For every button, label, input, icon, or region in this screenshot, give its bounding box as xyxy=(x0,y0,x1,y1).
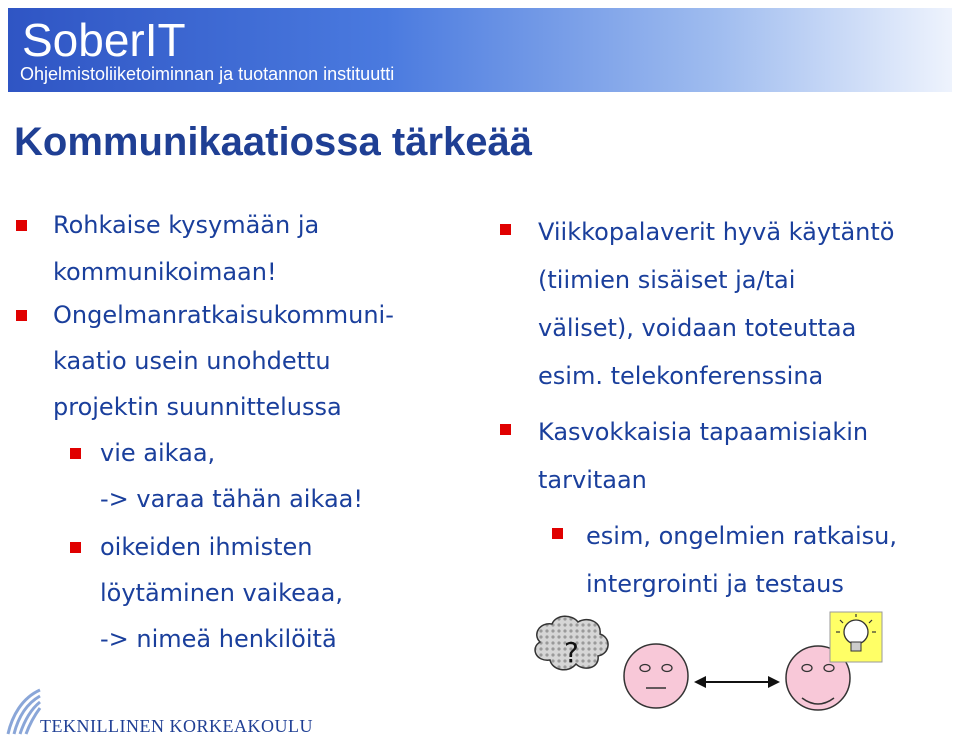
bullet-line: (tiimien sisäiset ja/tai xyxy=(538,266,796,294)
bullet-line: Ongelmanratkaisukommuni- xyxy=(53,301,394,329)
bullet-line: projektin suunnittelussa xyxy=(53,393,342,421)
brand-logo-text: SoberIT xyxy=(22,14,186,66)
institution-name: TEKNILLINEN KORKEAKOULU xyxy=(40,716,313,736)
bullet-line: esim. telekonferenssina xyxy=(538,362,824,390)
bullet-line: vie aikaa, xyxy=(100,439,216,467)
double-arrow-icon xyxy=(694,676,780,688)
bullet-line: oikeiden ihmisten xyxy=(100,533,313,561)
face-left-icon xyxy=(624,644,688,708)
collaboration-illustration xyxy=(520,604,900,736)
left-bullet-list xyxy=(12,202,472,662)
bullet-line: -> nimeä henkilöitä xyxy=(100,625,337,653)
bullet-item-face-to-face xyxy=(494,408,954,504)
bullet-line: Kasvokkaisia tapaamisiakin xyxy=(538,418,869,446)
bullet-line: kommunikoimaan! xyxy=(53,258,277,286)
subbullet-item-takes-time xyxy=(12,430,472,522)
bullet-square-icon xyxy=(16,310,27,321)
bullet-square-icon xyxy=(16,220,27,231)
bullet-item-problem-solving xyxy=(12,292,472,430)
bullet-line: väliset), voidaan toteuttaa xyxy=(538,314,857,342)
bullet-line: -> varaa tähän aikaa! xyxy=(100,485,363,513)
light-bulb-icon xyxy=(830,612,882,662)
bullet-square-icon xyxy=(500,224,511,235)
bullet-line: Rohkaise kysymään ja xyxy=(53,211,320,239)
right-bullet-list xyxy=(494,208,954,608)
bullet-line: esim, ongelmien ratkaisu, xyxy=(586,522,897,550)
subbullet-item-find-people xyxy=(12,524,472,662)
bullet-line: löytäminen vaikeaa, xyxy=(100,579,343,607)
header-banner xyxy=(8,8,952,92)
bullet-square-icon xyxy=(552,528,563,539)
subbullet-item-examples xyxy=(494,512,954,608)
bullet-line: kaatio usein unohdettu xyxy=(53,347,331,375)
bullet-item-encourage xyxy=(12,202,472,296)
bullet-square-icon xyxy=(500,424,511,435)
question-mark-text: ? xyxy=(564,636,579,669)
institute-subtitle: Ohjelmistoliiketoiminnan ja tuotannon instituutti xyxy=(20,64,395,84)
bullet-square-icon xyxy=(70,448,81,459)
bullet-item-weekly-meetings xyxy=(494,208,954,400)
bullet-line: Viikkopalaverit hyvä käytäntö xyxy=(538,218,895,246)
slide-title: Kommunikaatiossa tärkeää xyxy=(14,120,533,164)
university-logo-icon xyxy=(4,686,44,736)
bullet-line: intergrointi ja testaus xyxy=(586,570,844,598)
bullet-square-icon xyxy=(70,542,81,553)
bullet-line: tarvitaan xyxy=(538,466,647,494)
